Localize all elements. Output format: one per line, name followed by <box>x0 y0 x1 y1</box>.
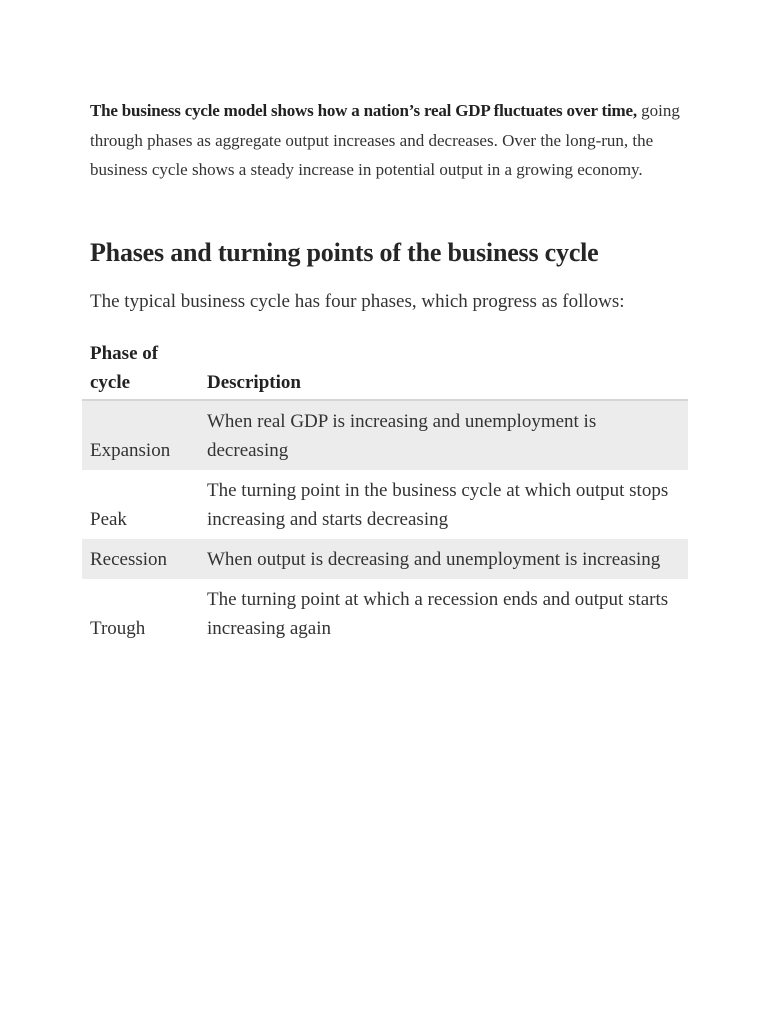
section-lede: The typical business cycle has four phases, which progress as follows: <box>90 291 625 312</box>
intro-lead-sentence: The business cycle model shows how a nation’s real GDP fluctuates over time, <box>90 101 637 120</box>
description-cell: The turning point in the business cycle at which output stops increasing and starts decreasing <box>207 480 669 530</box>
description-cell: When real GDP is increasing and unemployment is decreasing <box>207 411 597 461</box>
section-heading: Phases and turning points of the business cycle <box>90 238 599 267</box>
table-row <box>82 539 688 579</box>
intro-body-text: going through phases as aggregate output increases and decreases. Over the long-run, the business cycle shows a steady increase in potential output in a growing economy. <box>90 101 680 179</box>
phase-cell: Trough <box>90 618 146 639</box>
column-header-description: Description <box>199 336 688 400</box>
column-header-phase: Phase of cycle <box>82 336 199 400</box>
table-row <box>82 470 688 539</box>
intro-paragraph <box>90 96 680 185</box>
phases-table <box>82 336 688 648</box>
table-row <box>82 579 688 648</box>
phase-cell: Recession <box>90 549 168 570</box>
table-row <box>82 400 688 470</box>
table-header-row <box>82 336 688 400</box>
phase-cell: Peak <box>90 509 127 530</box>
description-cell: When output is decreasing and unemployment is increasing <box>207 549 661 570</box>
description-cell: The turning point at which a recession ends and output starts increasing again <box>207 589 669 639</box>
phase-cell: Expansion <box>90 440 171 461</box>
